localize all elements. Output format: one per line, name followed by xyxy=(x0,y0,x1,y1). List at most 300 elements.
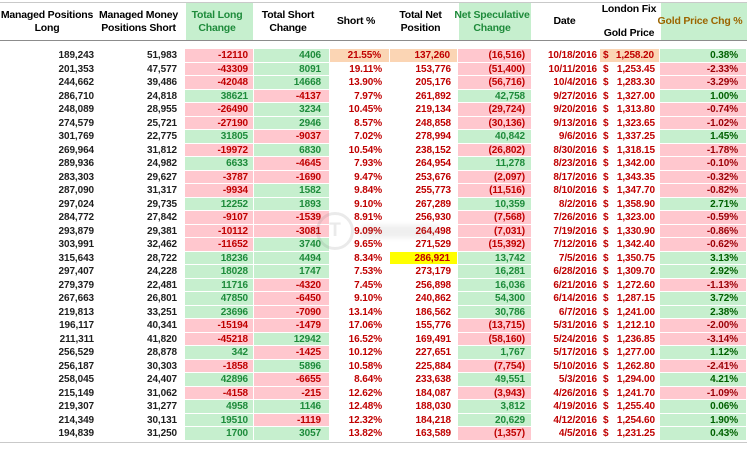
cell-managed_short[interactable]: 28,878 xyxy=(147,347,177,358)
cell-managed_short[interactable]: 47,577 xyxy=(147,63,177,75)
cell-london_fix[interactable] xyxy=(600,144,660,158)
cell-short_pct[interactable]: 17.06% xyxy=(348,320,382,331)
column-header-managed_long[interactable] xyxy=(0,3,100,40)
cell-total_long_change[interactable]: -12110 xyxy=(185,49,254,63)
cell-managed_short[interactable]: 32,462 xyxy=(147,239,177,250)
cell-total_short_change[interactable]: -1119 xyxy=(254,414,330,428)
cell-net_spec_change[interactable]: 1,767 xyxy=(458,346,532,360)
cell-total_long_change[interactable]: 4958 xyxy=(185,400,254,414)
cell-total_net_position[interactable]: 264,954 xyxy=(415,158,451,169)
cell-date[interactable]: 8/30/2016 xyxy=(553,144,597,156)
cell-short_pct[interactable]: 19.11% xyxy=(349,63,382,75)
cell-net_spec_change[interactable]: (26,802) xyxy=(458,144,532,158)
cell-net_spec_change[interactable]: (7,568) xyxy=(458,211,532,225)
cell-managed_short[interactable]: 33,251 xyxy=(147,306,177,318)
cell-net_spec_change[interactable]: 42,758 xyxy=(458,90,532,104)
cell-total_net_position[interactable]: 188,030 xyxy=(415,401,451,412)
cell-total_net_position[interactable]: 248,858 xyxy=(415,117,451,129)
cell-managed_long[interactable]: 287,090 xyxy=(58,185,94,196)
cell-total_long_change[interactable]: 19510 xyxy=(185,414,254,428)
cell-net_spec_change[interactable]: 16,281 xyxy=(458,265,532,279)
cell-total_long_change[interactable]: -42048 xyxy=(185,76,254,90)
cell-total_short_change[interactable]: -1425 xyxy=(254,346,330,360)
cell-total_long_change[interactable]: -9934 xyxy=(185,184,254,198)
cell-managed_long[interactable]: 219,307 xyxy=(58,401,94,412)
cell-total_net_position[interactable]: 227,651 xyxy=(415,347,451,358)
cell-london_fix[interactable] xyxy=(600,306,660,320)
cell-net_spec_change[interactable]: (7,754) xyxy=(458,360,532,374)
cell-managed_long[interactable]: 297,024 xyxy=(58,198,94,210)
cell-total_net_position[interactable]: 273,179 xyxy=(415,266,451,277)
cell-total_long_change[interactable]: -43309 xyxy=(185,63,254,77)
cell-managed_long[interactable]: 215,149 xyxy=(58,387,94,399)
cell-net_spec_change[interactable]: (2,097) xyxy=(458,171,532,185)
cell-total_net_position[interactable]: 256,930 xyxy=(415,212,451,223)
cell-total_net_position[interactable]: 271,529 xyxy=(415,239,451,250)
column-header-total_short_change[interactable] xyxy=(254,3,330,40)
cell-managed_long[interactable]: 283,303 xyxy=(58,171,94,183)
cell-gold_chg[interactable]: 2.38% xyxy=(660,306,747,320)
cell-total_net_position[interactable]: 267,289 xyxy=(415,198,451,210)
cell-total_long_change[interactable]: -45218 xyxy=(185,333,254,347)
cell-london_fix[interactable] xyxy=(600,63,660,77)
cell-total_long_change[interactable]: 23696 xyxy=(185,306,254,320)
cell-date[interactable]: 8/17/2016 xyxy=(553,171,597,183)
cell-net_spec_change[interactable]: 40,842 xyxy=(458,130,532,144)
cell-managed_short[interactable]: 28,722 xyxy=(147,252,177,264)
cell-gold_chg[interactable]: 3.72% xyxy=(660,292,747,306)
cell-managed_long[interactable]: 269,964 xyxy=(58,144,94,156)
cell-total_long_change[interactable]: -26490 xyxy=(185,103,254,117)
cell-gold_chg[interactable]: -2.00% xyxy=(660,319,747,333)
cell-total_net_position[interactable]: 169,491 xyxy=(415,333,451,345)
cell-short_pct[interactable]: 9.84% xyxy=(354,185,382,196)
cell-gold_chg[interactable]: -1.09% xyxy=(660,387,747,401)
cell-total_short_change[interactable]: -1539 xyxy=(254,211,330,225)
cell-london_fix[interactable] xyxy=(600,130,660,144)
cell-total_net_position[interactable]: 253,676 xyxy=(415,171,451,183)
cell-london_fix[interactable] xyxy=(600,103,660,117)
cell-total_net_position[interactable]: 264,498 xyxy=(415,225,451,237)
cell-managed_short[interactable]: 29,627 xyxy=(147,171,177,183)
cell-london_fix[interactable] xyxy=(600,414,660,428)
cell-short_pct[interactable]: 9.65% xyxy=(354,239,382,250)
cell-managed_long[interactable]: 258,045 xyxy=(58,374,94,385)
cell-total_short_change[interactable]: -6450 xyxy=(254,292,330,306)
cell-total_long_change[interactable]: 38621 xyxy=(185,90,254,104)
cell-total_long_change[interactable]: 18028 xyxy=(185,265,254,279)
cell-total_net_position[interactable]: 137,260 xyxy=(390,49,458,63)
column-header-net_spec_change[interactable] xyxy=(454,3,532,40)
cell-gold_chg[interactable]: -0.59% xyxy=(660,211,747,225)
cell-gold_chg[interactable]: -0.32% xyxy=(660,171,747,185)
cell-net_spec_change[interactable]: (11,516) xyxy=(458,184,532,198)
cell-managed_short[interactable]: 29,735 xyxy=(147,198,177,210)
cell-managed_long[interactable]: 196,117 xyxy=(59,320,94,331)
cell-date[interactable]: 4/12/2016 xyxy=(553,414,597,426)
cell-net_spec_change[interactable]: (15,392) xyxy=(458,238,532,252)
cell-total_long_change[interactable]: -1858 xyxy=(185,360,254,374)
cell-london_fix[interactable] xyxy=(600,400,660,414)
cell-total_long_change[interactable]: 42896 xyxy=(185,373,254,387)
cell-london_fix[interactable] xyxy=(600,373,660,387)
cell-date[interactable]: 6/14/2016 xyxy=(553,293,597,304)
cell-net_spec_change[interactable]: 16,036 xyxy=(458,279,532,293)
cell-total_short_change[interactable]: -215 xyxy=(254,387,330,401)
cell-net_spec_change[interactable]: (58,160) xyxy=(458,333,532,347)
cell-gold_chg[interactable]: -2.33% xyxy=(660,63,747,77)
cell-managed_short[interactable]: 51,983 xyxy=(147,50,177,61)
cell-total_long_change[interactable]: -3787 xyxy=(185,171,254,185)
cell-total_long_change[interactable]: 31805 xyxy=(185,130,254,144)
cell-managed_long[interactable]: 211,311 xyxy=(59,333,94,345)
cell-gold_chg[interactable]: -0.82% xyxy=(660,184,747,198)
cell-managed_long[interactable]: 256,529 xyxy=(58,347,94,358)
cell-managed_long[interactable]: 219,813 xyxy=(58,306,94,318)
cell-managed_short[interactable]: 31,812 xyxy=(147,144,177,156)
cell-short_pct[interactable]: 7.97% xyxy=(354,90,382,102)
cell-date[interactable]: 10/11/2016 xyxy=(548,63,597,75)
cell-date[interactable]: 4/26/2016 xyxy=(553,387,597,399)
cell-net_spec_change[interactable]: 11,278 xyxy=(458,157,532,171)
cell-managed_long[interactable]: 289,936 xyxy=(58,158,94,169)
cell-total_net_position[interactable]: 205,176 xyxy=(415,77,451,88)
cell-net_spec_change[interactable]: 10,359 xyxy=(458,198,532,212)
cell-short_pct[interactable]: 21.55% xyxy=(330,49,390,63)
cell-total_net_position[interactable]: 278,994 xyxy=(415,131,451,142)
cell-managed_long[interactable]: 279,379 xyxy=(58,279,94,291)
cell-date[interactable]: 5/10/2016 xyxy=(553,360,597,372)
cell-net_spec_change[interactable]: 54,300 xyxy=(458,292,532,306)
cell-total_net_position[interactable]: 225,884 xyxy=(415,360,451,372)
cell-net_spec_change[interactable]: (51,400) xyxy=(458,63,532,77)
cell-total_short_change[interactable]: 1146 xyxy=(254,400,330,414)
cell-london_fix[interactable] xyxy=(600,360,660,374)
cell-short_pct[interactable]: 7.93% xyxy=(354,158,382,169)
cell-short_pct[interactable]: 13.82% xyxy=(348,428,382,439)
cell-gold_chg[interactable]: 2.92% xyxy=(660,265,747,279)
cell-date[interactable]: 9/27/2016 xyxy=(553,90,597,102)
cell-managed_long[interactable]: 214,349 xyxy=(58,414,94,426)
cell-date[interactable]: 5/24/2016 xyxy=(553,333,597,345)
cell-net_spec_change[interactable]: (7,031) xyxy=(458,225,532,239)
cell-total_short_change[interactable]: -3081 xyxy=(254,225,330,239)
cell-total_long_change[interactable]: -9107 xyxy=(185,211,254,225)
cell-total_short_change[interactable]: 3057 xyxy=(254,427,330,441)
cell-date[interactable]: 5/3/2016 xyxy=(558,374,597,385)
cell-managed_short[interactable]: 24,228 xyxy=(147,266,177,277)
column-header-date[interactable] xyxy=(532,3,600,40)
cell-net_spec_change[interactable]: (1,357) xyxy=(458,427,532,441)
cell-date[interactable]: 6/21/2016 xyxy=(553,279,597,291)
cell-gold_chg[interactable]: -0.74% xyxy=(660,103,747,117)
cell-date[interactable]: 5/31/2016 xyxy=(553,320,597,331)
cell-total_net_position[interactable]: 238,152 xyxy=(415,144,451,156)
cell-total_short_change[interactable]: 1747 xyxy=(254,265,330,279)
cell-total_long_change[interactable]: -11652 xyxy=(185,238,254,252)
cell-short_pct[interactable]: 9.10% xyxy=(354,198,382,210)
cell-managed_short[interactable]: 28,955 xyxy=(147,104,177,115)
cell-short_pct[interactable]: 16.52% xyxy=(348,333,382,345)
cell-london_fix[interactable] xyxy=(600,252,660,266)
cell-gold_chg[interactable]: -1.13% xyxy=(660,279,747,293)
cell-managed_long[interactable]: 248,089 xyxy=(58,104,94,115)
cell-total_net_position[interactable]: 261,892 xyxy=(415,90,451,102)
cell-net_spec_change[interactable]: (13,715) xyxy=(458,319,532,333)
cell-gold_chg[interactable]: 1.12% xyxy=(660,346,747,360)
cell-london_fix[interactable] xyxy=(600,387,660,401)
cell-london_fix[interactable] xyxy=(600,427,660,441)
cell-total_net_position[interactable]: 219,134 xyxy=(415,104,451,115)
cell-total_short_change[interactable]: 3740 xyxy=(254,238,330,252)
cell-managed_short[interactable]: 29,381 xyxy=(147,225,177,237)
cell-total_net_position[interactable]: 184,218 xyxy=(415,414,451,426)
cell-total_short_change[interactable]: -6655 xyxy=(254,373,330,387)
cell-gold_chg[interactable]: 3.13% xyxy=(660,252,747,266)
cell-short_pct[interactable]: 10.58% xyxy=(348,360,382,372)
cell-net_spec_change[interactable]: 3,812 xyxy=(458,400,532,414)
cell-gold_chg[interactable]: -0.86% xyxy=(660,225,747,239)
cell-total_long_change[interactable]: 12252 xyxy=(185,198,254,212)
cell-total_long_change[interactable]: 1700 xyxy=(185,427,254,441)
cell-london_fix[interactable] xyxy=(600,225,660,239)
cell-total_long_change[interactable]: -10112 xyxy=(185,225,254,239)
column-header-london_fix[interactable] xyxy=(600,3,660,40)
cell-total_net_position[interactable]: 240,862 xyxy=(415,293,451,304)
cell-london_fix[interactable] xyxy=(600,279,660,293)
cell-managed_long[interactable]: 286,710 xyxy=(58,90,94,102)
cell-short_pct[interactable]: 7.53% xyxy=(354,266,382,277)
cell-short_pct[interactable]: 8.57% xyxy=(354,117,382,129)
cell-total_net_position[interactable]: 256,898 xyxy=(415,279,451,291)
cell-date[interactable]: 9/13/2016 xyxy=(553,117,597,129)
cell-total_short_change[interactable]: -4320 xyxy=(254,279,330,293)
cell-managed_short[interactable]: 25,721 xyxy=(147,117,177,129)
cell-date[interactable]: 7/19/2016 xyxy=(553,225,597,237)
cell-total_short_change[interactable]: -1690 xyxy=(254,171,330,185)
cell-london_fix[interactable] xyxy=(600,346,660,360)
cell-managed_short[interactable]: 22,481 xyxy=(147,279,177,291)
cell-short_pct[interactable]: 12.62% xyxy=(348,387,382,399)
cell-total_net_position[interactable]: 286,921 xyxy=(390,252,458,266)
cell-total_short_change[interactable]: 12942 xyxy=(254,333,330,347)
cell-gold_chg[interactable]: 4.21% xyxy=(660,373,747,387)
cell-london_fix[interactable] xyxy=(600,76,660,90)
cell-total_short_change[interactable]: 8091 xyxy=(254,63,330,77)
cell-gold_chg[interactable]: -2.41% xyxy=(660,360,747,374)
cell-gold_chg[interactable]: 2.71% xyxy=(660,198,747,212)
cell-gold_chg[interactable]: -0.62% xyxy=(660,238,747,252)
cell-total_long_change[interactable]: -15194 xyxy=(185,319,254,333)
cell-managed_short[interactable]: 24,982 xyxy=(147,158,177,169)
cell-total_long_change[interactable]: 11716 xyxy=(185,279,254,293)
cell-gold_chg[interactable]: 0.38% xyxy=(660,49,747,63)
cell-gold_chg[interactable]: 1.90% xyxy=(660,414,747,428)
cell-total_short_change[interactable]: -4137 xyxy=(254,90,330,104)
cell-london_fix[interactable] xyxy=(600,49,660,63)
cell-total_long_change[interactable]: -27190 xyxy=(185,117,254,131)
cell-net_spec_change[interactable]: 13,742 xyxy=(458,252,532,266)
cell-managed_short[interactable]: 31,317 xyxy=(147,185,177,196)
cell-date[interactable]: 10/4/2016 xyxy=(553,77,597,88)
cell-total_long_change[interactable]: -19972 xyxy=(185,144,254,158)
cell-date[interactable]: 6/7/2016 xyxy=(558,306,597,318)
cell-net_spec_change[interactable]: 20,629 xyxy=(458,414,532,428)
cell-managed_long[interactable]: 284,772 xyxy=(58,212,94,223)
cell-total_net_position[interactable]: 186,562 xyxy=(415,306,451,318)
cell-total_short_change[interactable]: 1582 xyxy=(254,184,330,198)
cell-london_fix[interactable] xyxy=(600,90,660,104)
cell-gold_chg[interactable]: 0.43% xyxy=(660,427,747,441)
cell-managed_short[interactable]: 24,407 xyxy=(147,374,177,385)
cell-total_short_change[interactable]: 14668 xyxy=(254,76,330,90)
cell-date[interactable]: 9/6/2016 xyxy=(558,131,597,142)
cell-managed_short[interactable]: 30,303 xyxy=(147,360,177,372)
column-header-gold_chg[interactable] xyxy=(657,3,747,40)
cell-net_spec_change[interactable]: (16,516) xyxy=(458,49,532,63)
cell-managed_short[interactable]: 30,131 xyxy=(147,414,177,426)
cell-managed_short[interactable]: 26,801 xyxy=(147,293,177,304)
cell-total_long_change[interactable]: 47850 xyxy=(185,292,254,306)
cell-short_pct[interactable]: 7.02% xyxy=(354,131,382,142)
column-header-managed_short[interactable] xyxy=(100,3,185,40)
cell-managed_long[interactable]: 244,662 xyxy=(58,77,94,88)
cell-gold_chg[interactable]: -3.29% xyxy=(660,76,747,90)
cell-total_short_change[interactable]: 1893 xyxy=(254,198,330,212)
cell-total_short_change[interactable]: 6830 xyxy=(254,144,330,158)
cell-london_fix[interactable] xyxy=(600,184,660,198)
cell-date[interactable]: 7/12/2016 xyxy=(553,239,597,250)
cell-date[interactable]: 8/2/2016 xyxy=(558,198,597,210)
cell-short_pct[interactable]: 8.34% xyxy=(354,252,382,264)
cell-managed_short[interactable]: 31,062 xyxy=(147,387,177,399)
cell-managed_long[interactable]: 267,663 xyxy=(58,293,94,304)
cell-gold_chg[interactable]: 1.00% xyxy=(660,90,747,104)
column-header-short_pct[interactable] xyxy=(330,3,390,40)
cell-total_short_change[interactable]: 3234 xyxy=(254,103,330,117)
cell-gold_chg[interactable]: -3.14% xyxy=(660,333,747,347)
cell-managed_long[interactable]: 194,839 xyxy=(58,428,94,439)
cell-managed_long[interactable]: 293,879 xyxy=(58,225,94,237)
cell-date[interactable]: 7/26/2016 xyxy=(553,212,597,223)
cell-short_pct[interactable]: 7.45% xyxy=(354,279,382,291)
cell-managed_long[interactable]: 201,353 xyxy=(58,63,94,75)
cell-short_pct[interactable]: 12.48% xyxy=(348,401,382,412)
cell-total_net_position[interactable]: 153,776 xyxy=(415,63,451,75)
cell-total_short_change[interactable]: 4406 xyxy=(254,49,330,63)
cell-gold_chg[interactable]: -1.02% xyxy=(660,117,747,131)
cell-short_pct[interactable]: 10.12% xyxy=(348,347,382,358)
cell-short_pct[interactable]: 12.32% xyxy=(348,414,382,426)
cell-managed_short[interactable]: 24,818 xyxy=(147,90,177,102)
cell-managed_short[interactable]: 31,277 xyxy=(147,401,177,412)
cell-london_fix[interactable] xyxy=(600,333,660,347)
cell-managed_long[interactable]: 315,643 xyxy=(58,252,94,264)
cell-net_spec_change[interactable]: (3,943) xyxy=(458,387,532,401)
cell-net_spec_change[interactable]: 49,551 xyxy=(458,373,532,387)
cell-short_pct[interactable]: 13.14% xyxy=(348,306,382,318)
cell-london_fix[interactable] xyxy=(600,211,660,225)
cell-short_pct[interactable]: 10.45% xyxy=(348,104,382,115)
cell-london_fix[interactable] xyxy=(600,265,660,279)
cell-net_spec_change[interactable]: 30,786 xyxy=(458,306,532,320)
cell-managed_long[interactable]: 189,243 xyxy=(58,50,94,61)
cell-total_net_position[interactable]: 163,589 xyxy=(415,428,451,439)
cell-short_pct[interactable]: 9.47% xyxy=(354,171,382,183)
column-header-total_long_change[interactable] xyxy=(185,3,254,40)
cell-short_pct[interactable]: 9.10% xyxy=(354,293,382,304)
cell-date[interactable]: 4/5/2016 xyxy=(558,428,597,439)
cell-gold_chg[interactable]: -1.78% xyxy=(660,144,747,158)
cell-total_long_change[interactable]: 342 xyxy=(185,346,254,360)
cell-total_short_change[interactable]: -1479 xyxy=(254,319,330,333)
cell-total_short_change[interactable]: -4645 xyxy=(254,157,330,171)
cell-date[interactable]: 9/20/2016 xyxy=(553,104,597,115)
cell-london_fix[interactable] xyxy=(600,157,660,171)
cell-date[interactable]: 7/5/2016 xyxy=(558,252,597,264)
cell-london_fix[interactable] xyxy=(600,238,660,252)
cell-total_short_change[interactable]: 5896 xyxy=(254,360,330,374)
cell-managed_short[interactable]: 39,486 xyxy=(147,77,177,88)
column-header-total_net_position[interactable] xyxy=(390,3,458,40)
cell-managed_long[interactable]: 256,187 xyxy=(58,360,94,372)
cell-london_fix[interactable] xyxy=(600,292,660,306)
cell-managed_long[interactable]: 303,991 xyxy=(58,239,94,250)
cell-net_spec_change[interactable]: (29,724) xyxy=(458,103,532,117)
cell-managed_long[interactable]: 274,579 xyxy=(58,117,94,129)
cell-london_fix[interactable] xyxy=(600,319,660,333)
cell-gold_chg[interactable]: 0.06% xyxy=(660,400,747,414)
cell-date[interactable]: 6/28/2016 xyxy=(553,266,597,277)
cell-date[interactable]: 8/10/2016 xyxy=(553,185,597,196)
cell-date[interactable]: 10/18/2016 xyxy=(547,50,597,61)
cell-managed_short[interactable]: 41,820 xyxy=(147,333,177,345)
cell-london_fix[interactable] xyxy=(600,171,660,185)
cell-total_long_change[interactable]: 6633 xyxy=(185,157,254,171)
cell-managed_short[interactable]: 27,842 xyxy=(147,212,177,223)
cell-managed_long[interactable]: 301,769 xyxy=(58,131,94,142)
cell-short_pct[interactable]: 9.09% xyxy=(354,225,382,237)
cell-london_fix[interactable] xyxy=(600,117,660,131)
cell-date[interactable]: 4/19/2016 xyxy=(553,401,597,412)
cell-managed_long[interactable]: 297,407 xyxy=(58,266,94,277)
cell-total_long_change[interactable]: -4158 xyxy=(185,387,254,401)
cell-short_pct[interactable]: 8.64% xyxy=(354,374,382,385)
cell-managed_short[interactable]: 22,775 xyxy=(147,131,177,142)
cell-total_net_position[interactable]: 233,638 xyxy=(415,374,451,385)
cell-managed_short[interactable]: 31,250 xyxy=(147,428,177,439)
cell-short_pct[interactable]: 10.54% xyxy=(348,144,382,156)
cell-date[interactable]: 5/17/2016 xyxy=(553,347,597,358)
cell-total_short_change[interactable]: 4494 xyxy=(254,252,330,266)
cell-short_pct[interactable]: 8.91% xyxy=(354,212,382,223)
cell-total_net_position[interactable]: 155,776 xyxy=(415,320,451,331)
cell-london_fix[interactable] xyxy=(600,198,660,212)
cell-short_pct[interactable]: 13.90% xyxy=(348,77,382,88)
cell-total_net_position[interactable]: 255,773 xyxy=(415,185,451,196)
cell-total_short_change[interactable]: -9037 xyxy=(254,130,330,144)
cell-total_short_change[interactable]: -7090 xyxy=(254,306,330,320)
cell-date[interactable]: 8/23/2016 xyxy=(553,158,597,169)
cell-gold_chg[interactable]: -0.10% xyxy=(660,157,747,171)
cell-total_short_change[interactable]: 2946 xyxy=(254,117,330,131)
cell-gold_chg[interactable]: 1.45% xyxy=(660,130,747,144)
cell-net_spec_change[interactable]: (56,716) xyxy=(458,76,532,90)
cell-total_net_position[interactable]: 184,087 xyxy=(415,387,451,399)
cell-managed_short[interactable]: 40,341 xyxy=(147,320,177,331)
cell-net_spec_change[interactable]: (30,136) xyxy=(458,117,532,131)
cell-total_long_change[interactable]: 18236 xyxy=(185,252,254,266)
